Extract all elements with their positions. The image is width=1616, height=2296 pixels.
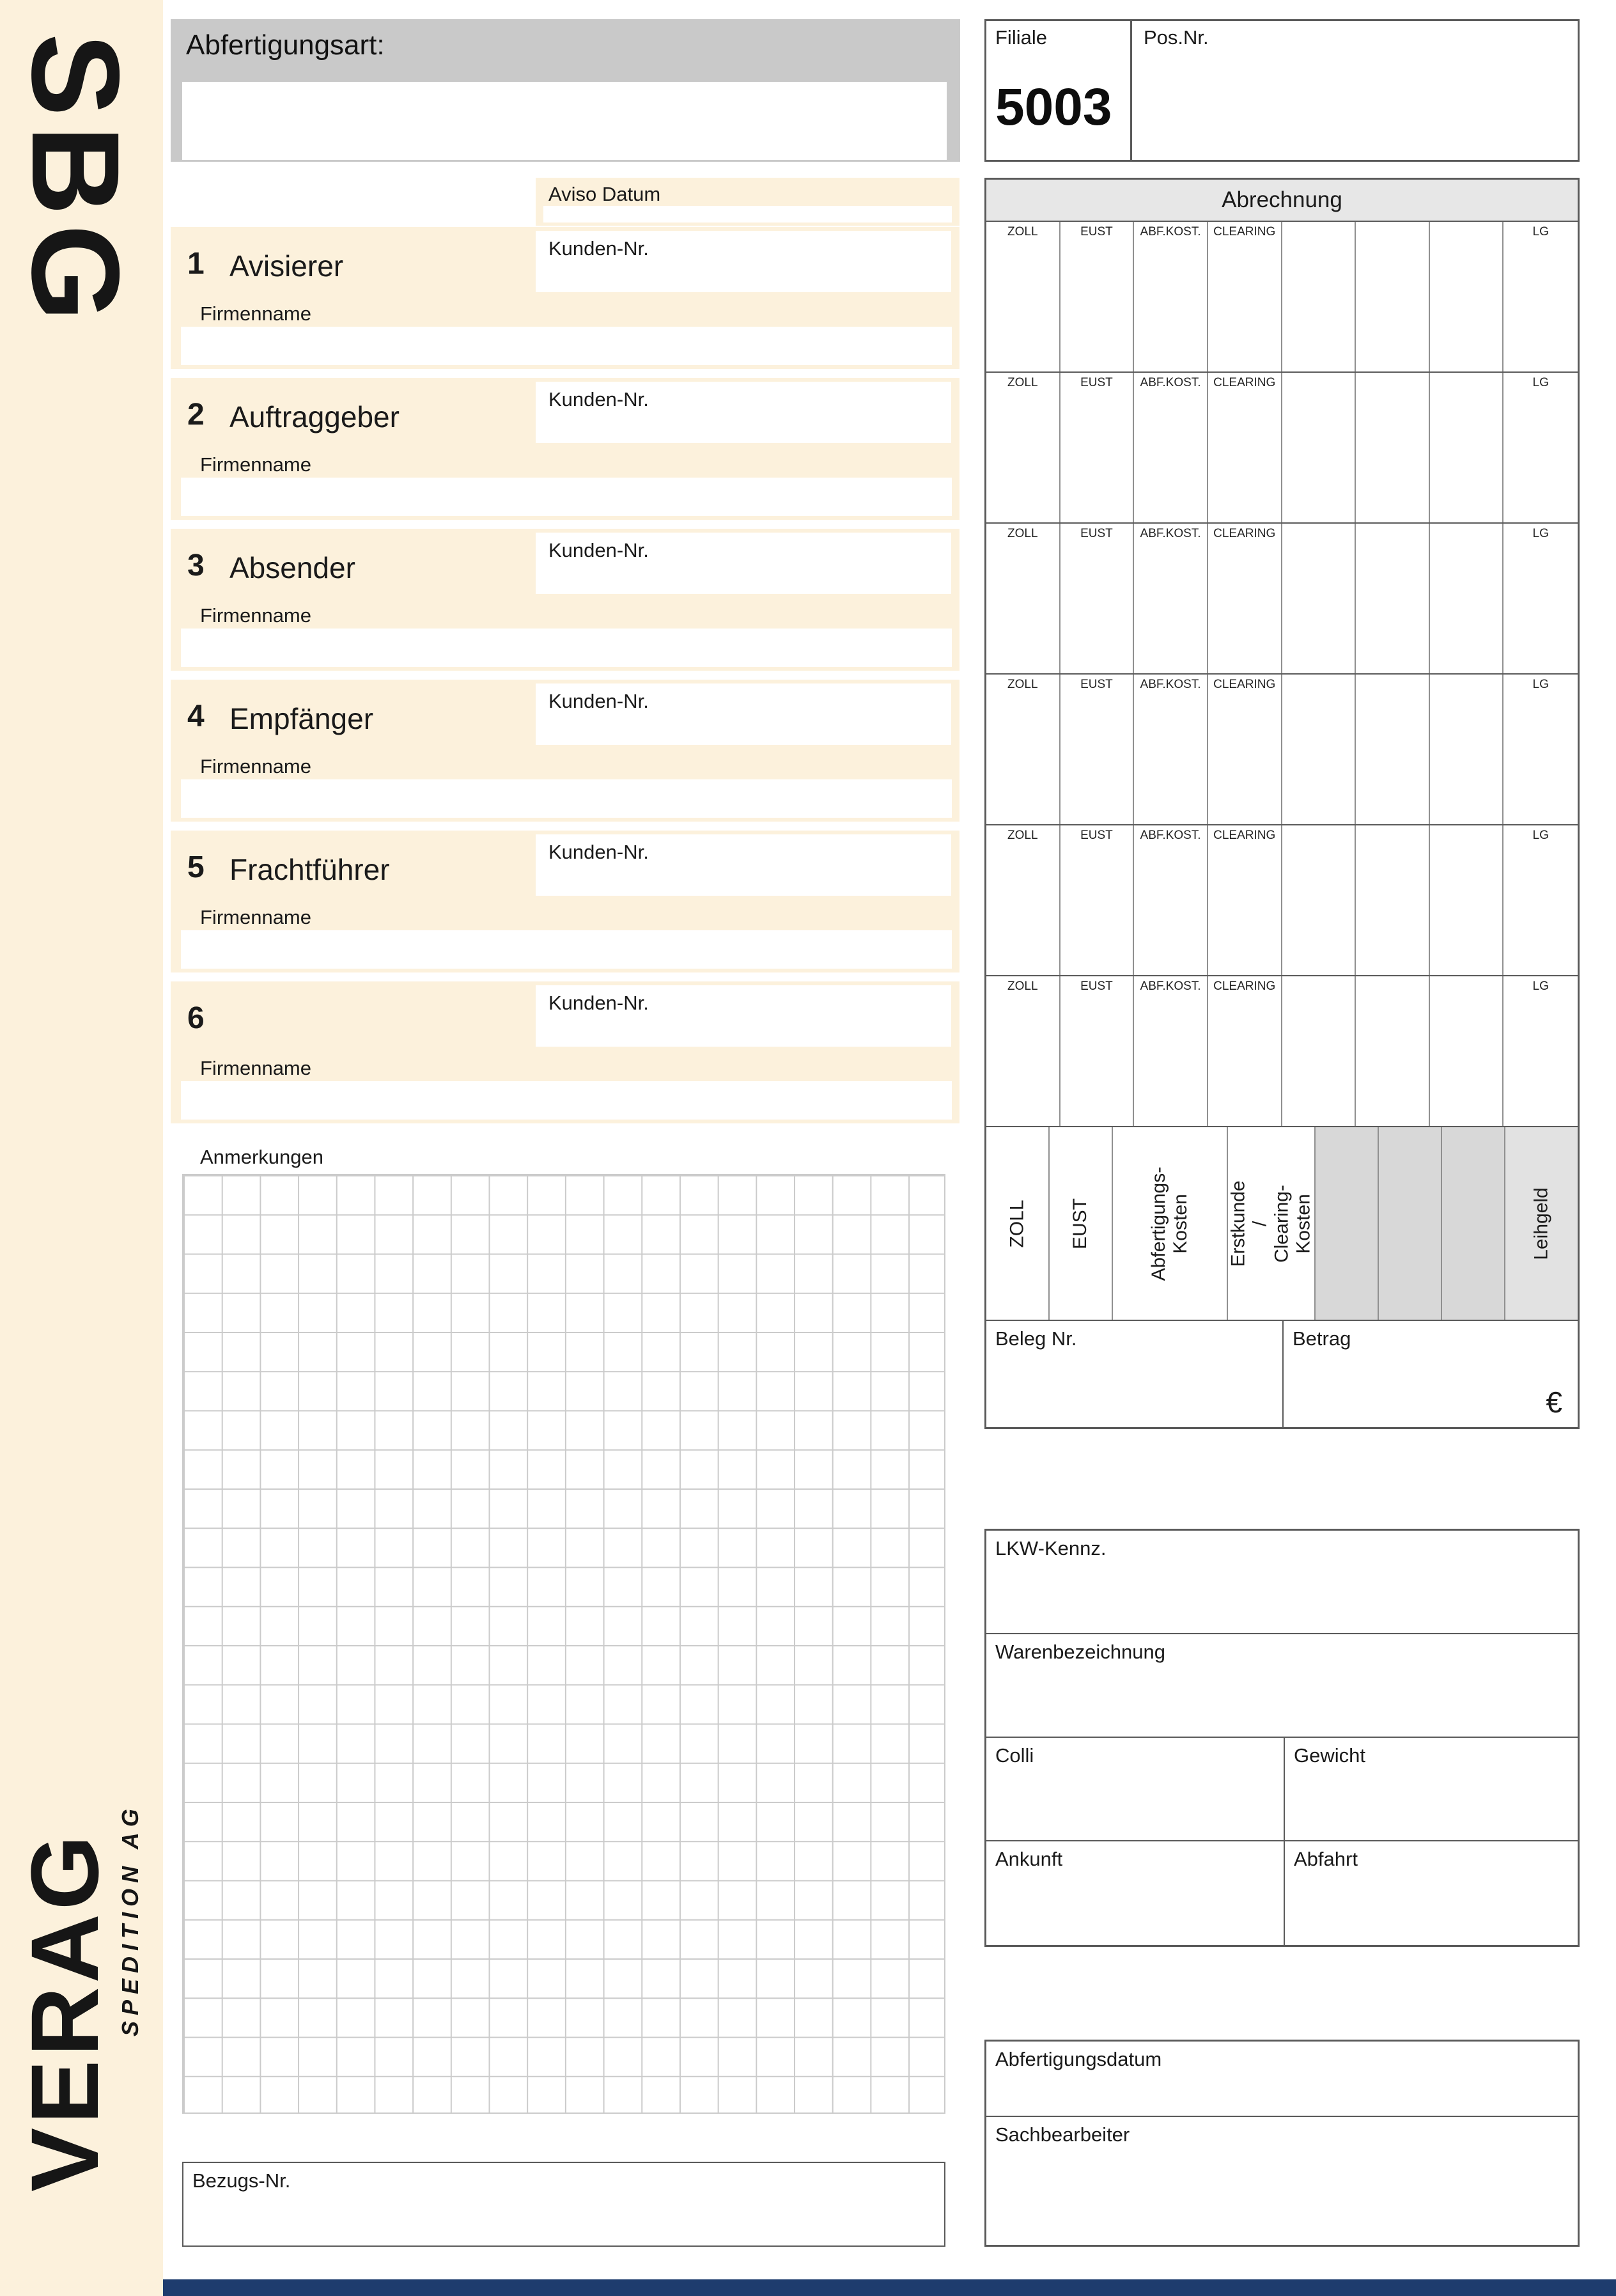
vertical-label: Erstkunde / Clearing-Kosten — [1227, 1180, 1314, 1267]
abrechnung-cell[interactable] — [1208, 825, 1282, 975]
abrechnung-col-header: ABF.KOST. — [1140, 829, 1201, 842]
colli-gewicht-row — [986, 1738, 1578, 1841]
abrechnung-cell[interactable] — [1503, 825, 1578, 975]
abrechnung-cell[interactable] — [1208, 976, 1282, 1126]
abrechnung-row-4 — [986, 675, 1578, 825]
abrechnung-cell[interactable] — [1134, 373, 1208, 522]
abrechnung-cell[interactable] — [1134, 825, 1208, 975]
abrechnung-col-header: LG — [1532, 980, 1549, 993]
abrechnung-cell[interactable] — [1356, 675, 1430, 824]
vertical-label: EUST — [1069, 1198, 1091, 1249]
abrechnung-cell[interactable] — [1282, 976, 1356, 1126]
section-4 — [171, 680, 960, 822]
abrechnung-cell[interactable] — [986, 976, 1060, 1126]
abrechnung-sum-cell[interactable] — [1505, 1127, 1578, 1320]
firmenname-label: Firmenname — [200, 302, 311, 325]
firmenname-label: Firmenname — [200, 1057, 311, 1079]
section-title: Empfänger — [229, 702, 374, 735]
abrechnung-sum-cell[interactable] — [1379, 1127, 1442, 1320]
abrechnung-sum-cell[interactable] — [986, 1127, 1050, 1320]
aviso-datum-band — [536, 178, 960, 226]
abrechnung-cell[interactable] — [1356, 373, 1430, 522]
abrechnung-col-header: CLEARING — [1213, 527, 1276, 540]
abrechnung-col-header: ABF.KOST. — [1140, 527, 1201, 540]
abrechnung-cell[interactable] — [1430, 825, 1504, 975]
kunden-nr-input[interactable] — [536, 834, 951, 896]
abrechnung-cell[interactable] — [1503, 976, 1578, 1126]
abrechnung-col-header: EUST — [1080, 527, 1113, 540]
kunden-nr-label: Kunden-Nr. — [548, 388, 649, 410]
firmenname-input[interactable] — [181, 930, 952, 969]
betrag-input[interactable] — [1284, 1321, 1578, 1427]
beleg-nr-label: Beleg Nr. — [995, 1327, 1077, 1350]
abrechnung-col-header: CLEARING — [1213, 980, 1276, 993]
abrechnung-sum-cell[interactable] — [1316, 1127, 1379, 1320]
abrechnung-cell[interactable] — [1430, 373, 1504, 522]
spedition-ag-label: SPEDITION AG — [117, 1803, 143, 2036]
abrechnung-col-header: ZOLL — [1007, 678, 1038, 691]
abrechnung-col-header: LG — [1532, 678, 1549, 691]
firmenname-label: Firmenname — [200, 604, 311, 627]
abrechnung-cell[interactable] — [1208, 373, 1282, 522]
abrechnung-rows — [986, 222, 1578, 1127]
abrechnung-col-header: CLEARING — [1213, 376, 1276, 389]
abrechnung-cell[interactable] — [1430, 222, 1504, 371]
abrechnung-cell[interactable] — [1282, 222, 1356, 371]
warenbezeichnung-label: Warenbezeichnung — [995, 1641, 1165, 1663]
section-number: 3 — [187, 549, 205, 582]
abrechnung-cell[interactable] — [1356, 976, 1430, 1126]
abrechnung-cell[interactable] — [1208, 675, 1282, 824]
section-1 — [171, 227, 960, 369]
kunden-nr-label: Kunden-Nr. — [548, 237, 649, 260]
processing-box — [984, 2040, 1580, 2247]
kunden-nr-label: Kunden-Nr. — [548, 539, 649, 561]
abrechnung-row-2 — [986, 373, 1578, 524]
posnr-input[interactable] — [1132, 21, 1578, 160]
gewicht-input[interactable] — [1284, 1738, 1578, 1840]
filiale-value: 5003 — [995, 78, 1112, 136]
abrechnung-cell[interactable] — [1503, 675, 1578, 824]
verag-logo: VERAG — [11, 1831, 118, 2192]
abrechnung-col-header: LG — [1532, 376, 1549, 389]
abrechnung-col-header: CLEARING — [1213, 225, 1276, 238]
bezugs-nr-input[interactable] — [182, 2162, 945, 2247]
bezugs-nr-label: Bezugs-Nr. — [192, 2169, 291, 2192]
posnr-label: Pos.Nr. — [1144, 26, 1209, 49]
abrechnung-col-header: LG — [1532, 829, 1549, 842]
abrechnung-cell[interactable] — [986, 373, 1060, 522]
firmenname-input[interactable] — [181, 327, 952, 365]
abrechnung-col-header: LG — [1532, 225, 1549, 238]
vertical-label: ZOLL — [1006, 1199, 1028, 1248]
lkw-kennz-label: LKW-Kennz. — [995, 1537, 1107, 1559]
betrag-label: Betrag — [1293, 1327, 1351, 1350]
abrechnung-cell[interactable] — [1208, 222, 1282, 371]
abrechnung-cell[interactable] — [1503, 524, 1578, 673]
abrechnung-col-header: ABF.KOST. — [1140, 678, 1201, 691]
abrechnung-col-header: ZOLL — [1007, 980, 1038, 993]
vertical-label: Leihgeld — [1530, 1187, 1552, 1260]
abrechnung-cell[interactable] — [986, 222, 1060, 371]
section-title: Absender — [229, 551, 355, 584]
abrechnung-col-header: ABF.KOST. — [1140, 376, 1201, 389]
firmenname-label: Firmenname — [200, 755, 311, 777]
abrechnung-cell[interactable] — [1430, 976, 1504, 1126]
section-title: Auftraggeber — [229, 400, 400, 433]
firmenname-label: Firmenname — [200, 906, 311, 928]
abrechnung-cell[interactable] — [1356, 524, 1430, 673]
section-3 — [171, 529, 960, 671]
abrechnung-sum-cell[interactable] — [1228, 1127, 1316, 1320]
abrechnung-cell[interactable] — [1282, 373, 1356, 522]
abrechnung-cell[interactable] — [1134, 675, 1208, 824]
abrechnung-col-header: CLEARING — [1213, 829, 1276, 842]
abrechnung-col-header: EUST — [1080, 225, 1113, 238]
abfahrt-input[interactable] — [1284, 1841, 1578, 1945]
abrechnung-col-header: EUST — [1080, 376, 1113, 389]
abrechnung-cell[interactable] — [1134, 976, 1208, 1126]
abfertigungsart-label: Abfertigungsart: — [186, 29, 385, 61]
kunden-nr-input[interactable] — [536, 683, 951, 745]
abrechnung-cell[interactable] — [1430, 675, 1504, 824]
abrechnung-cell[interactable] — [1060, 825, 1135, 975]
abrechnung-col-header: EUST — [1080, 829, 1113, 842]
kunden-nr-input[interactable] — [536, 985, 951, 1047]
filiale-posnr-box — [984, 19, 1580, 162]
abrechnung-cell[interactable] — [986, 825, 1060, 975]
abrechnung-col-header: CLEARING — [1213, 678, 1276, 691]
section-number: 5 — [187, 850, 205, 884]
firmenname-label: Firmenname — [200, 453, 311, 476]
abrechnung-cell[interactable] — [1208, 524, 1282, 673]
kunden-nr-label: Kunden-Nr. — [548, 992, 649, 1014]
abrechnung-sum-cell[interactable] — [1050, 1127, 1113, 1320]
abrechnung-sum-cell[interactable] — [1442, 1127, 1505, 1320]
abfertigungsart-input[interactable] — [182, 82, 947, 160]
abrechnung-cell[interactable] — [1060, 222, 1135, 371]
section-title: Avisierer — [229, 249, 344, 283]
abrechnung-cell[interactable] — [1503, 373, 1578, 522]
kunden-nr-label: Kunden-Nr. — [548, 690, 649, 712]
abrechnung-cell[interactable] — [1282, 524, 1356, 673]
shipment-details-box — [984, 1529, 1580, 1947]
abfertigungsdatum-label: Abfertigungsdatum — [995, 2048, 1162, 2070]
aviso-datum-input[interactable] — [543, 206, 952, 223]
abrechnung-col-header: ZOLL — [1007, 225, 1038, 238]
anmerkungen-grid[interactable] — [182, 1174, 945, 2114]
abrechnung-cell[interactable] — [1430, 524, 1504, 673]
aviso-datum-label: Aviso Datum — [548, 183, 661, 205]
sachbearbeiter-label: Sachbearbeiter — [995, 2123, 1130, 2146]
firmenname-input[interactable] — [181, 779, 952, 818]
abrechnung-col-header: ABF.KOST. — [1140, 225, 1201, 238]
section-2 — [171, 378, 960, 520]
firmenname-input[interactable] — [181, 1081, 952, 1120]
abrechnung-cell[interactable] — [1060, 524, 1135, 673]
colli-label: Colli — [995, 1744, 1034, 1767]
abrechnung-cell[interactable] — [1503, 222, 1578, 371]
kunden-nr-input[interactable] — [536, 382, 951, 443]
abrechnung-col-header: ABF.KOST. — [1140, 980, 1201, 993]
abrechnung-col-header: EUST — [1080, 980, 1113, 993]
abrechnung-row-6 — [986, 976, 1578, 1127]
abrechnung-table — [984, 178, 1580, 1429]
abrechnung-sum-cell[interactable] — [1113, 1127, 1228, 1320]
abfertigungsart-panel — [171, 19, 960, 162]
warenbezeichnung-input[interactable] — [986, 1634, 1578, 1738]
abrechnung-cell[interactable] — [1060, 373, 1135, 522]
abfahrt-label: Abfahrt — [1294, 1848, 1358, 1870]
abrechnung-title: Abrechnung — [986, 180, 1578, 222]
sbg-logo: SBG — [6, 33, 145, 331]
section-number: 1 — [187, 247, 205, 281]
gewicht-label: Gewicht — [1294, 1744, 1365, 1767]
kunden-nr-input[interactable] — [536, 533, 951, 594]
abrechnung-cell[interactable] — [986, 524, 1060, 673]
abrechnung-cell[interactable] — [1356, 222, 1430, 371]
section-number: 2 — [187, 398, 205, 432]
abrechnung-cell[interactable] — [1356, 825, 1430, 975]
abrechnung-col-header: ZOLL — [1007, 376, 1038, 389]
sachbearbeiter-input[interactable] — [986, 2117, 1578, 2245]
beleg-betrag-row — [986, 1321, 1578, 1427]
vertical-label: Abfertigungs- Kosten — [1147, 1166, 1191, 1281]
section-6 — [171, 981, 960, 1123]
abrechnung-row-5 — [986, 825, 1578, 976]
abrechnung-cell[interactable] — [1282, 825, 1356, 975]
ankunft-abfahrt-row — [986, 1841, 1578, 1945]
abfertigungsdatum-input[interactable] — [986, 2042, 1578, 2117]
filiale-cell — [986, 21, 1132, 160]
firmenname-input[interactable] — [181, 478, 952, 516]
section-number: 4 — [187, 699, 205, 733]
abrechnung-cell[interactable] — [1134, 222, 1208, 371]
section-title: Frachtführer — [229, 853, 390, 886]
anmerkungen-label: Anmerkungen — [200, 1146, 324, 1168]
abrechnung-cell[interactable] — [1282, 675, 1356, 824]
abrechnung-cell[interactable] — [1060, 675, 1135, 824]
section-number: 6 — [187, 1001, 205, 1035]
abrechnung-col-header: ZOLL — [1007, 527, 1038, 540]
firmenname-input[interactable] — [181, 629, 952, 667]
lkw-kennz-input[interactable] — [986, 1531, 1578, 1634]
abrechnung-col-header: LG — [1532, 527, 1549, 540]
abrechnung-row-3 — [986, 524, 1578, 675]
abrechnung-cell[interactable] — [1060, 976, 1135, 1126]
filiale-label: Filiale — [995, 26, 1047, 49]
ankunft-label: Ankunft — [995, 1848, 1063, 1870]
bottom-accent-bar — [163, 2279, 1616, 2296]
beleg-nr-input[interactable] — [986, 1321, 1284, 1427]
abrechnung-row-1 — [986, 222, 1578, 373]
abrechnung-cell[interactable] — [1134, 524, 1208, 673]
euro-sign: € — [1546, 1386, 1562, 1419]
kunden-nr-label: Kunden-Nr. — [548, 841, 649, 863]
abrechnung-cell[interactable] — [986, 675, 1060, 824]
kunden-nr-input[interactable] — [536, 231, 951, 292]
abrechnung-sum-row — [986, 1127, 1578, 1321]
abrechnung-col-header: ZOLL — [1007, 829, 1038, 842]
section-5 — [171, 831, 960, 972]
abrechnung-col-header: EUST — [1080, 678, 1113, 691]
